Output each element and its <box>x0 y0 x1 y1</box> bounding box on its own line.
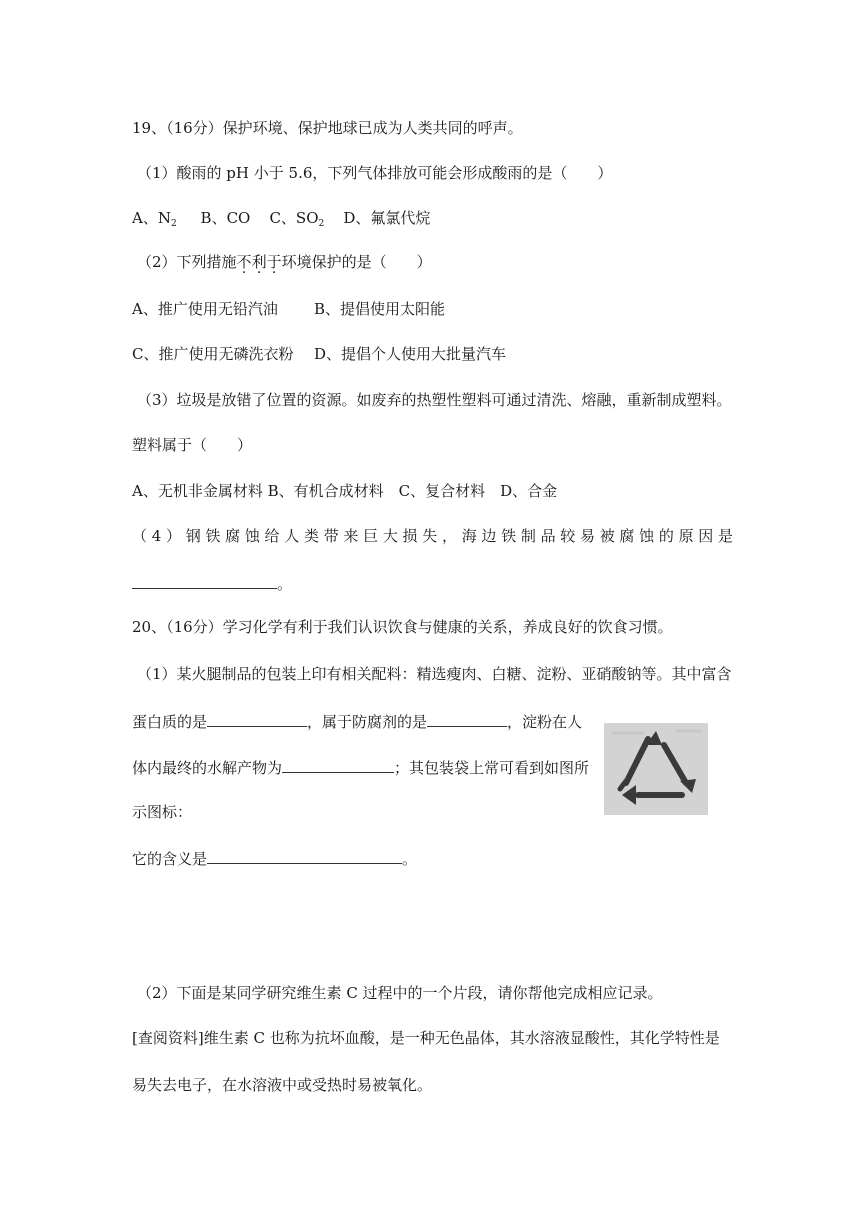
option-b: B、CO <box>200 209 251 227</box>
q19-part1-options <box>132 208 430 234</box>
q19-title: 19、（16分）保护环境、保护地球已成为人类共同的呼声。 <box>132 119 523 137</box>
option-b: B、提倡使用太阳能 <box>314 300 446 318</box>
option-d: D、提倡个人使用大批量汽车 <box>314 345 507 363</box>
answer-blank[interactable] <box>132 573 277 589</box>
q20-part1-line1: （1）某火腿制品的包装上印有相关配料：精选瘦肉、白糖、淀粉、亚硝酸钠等。其中富含 <box>137 665 732 683</box>
q20-part2-line2: [查阅资料]维生素 C 也称为抗坏血酸，是一种无色晶体，其水溶液显酸性，其化学特性是 <box>132 1029 720 1047</box>
option-d: D、氟氯代烷 <box>343 209 431 227</box>
q20-part1-line2: 蛋白质的是 ，属于防腐剂的是 ，淀粉在人 <box>132 713 583 731</box>
q19-part4-answer: 。 <box>132 573 292 594</box>
q19-part2-options-ab <box>132 299 446 319</box>
q20-part2-line1: （2）下面是某同学研究维生素 C 过程中的一个片段，请你帮他完成相应记录。 <box>137 984 663 1002</box>
option-c: C、$SO_2$ <box>269 209 325 229</box>
recycling-symbol-image <box>604 723 708 815</box>
recycling-triangle-icon <box>604 723 708 815</box>
q20-part1-line5: 它的含义是 。 <box>132 850 418 868</box>
q19-part1-stem: （1）酸雨的 pH 小于 5.6，下列气体排放可能会形成酸雨的是（ ） <box>137 164 613 182</box>
q20-part1-line4: 示图标： <box>132 803 193 821</box>
option-c: C、推广使用无磷洗衣粉 <box>132 345 294 363</box>
q19-part3-stem2: 塑料属于（ ） <box>132 436 253 454</box>
q20-part1-line3: 体内最终的水解产物为 ；其包装袋上常可看到如图所 <box>132 759 590 777</box>
option-a: A、推广使用无铅汽油 <box>132 300 278 318</box>
answer-blank-preservative[interactable] <box>427 711 507 727</box>
q19-part3-stem: （3）垃圾是放错了位置的资源。如废弃的热塑性塑料可通过清洗、熔融，重新制成塑料。 <box>137 391 732 409</box>
emphasis-dot-char: 利 <box>251 253 267 271</box>
emphasis-dot-char: 于 <box>266 253 282 271</box>
q20-title: 20、（16分）学习化学有利于我们认识饮食与健康的关系，养成良好的饮食习惯。 <box>132 618 673 636</box>
answer-blank-protein[interactable] <box>207 711 307 727</box>
q19-part2-options-cd <box>132 344 507 364</box>
q19-part2-stem: （2）下列措施不利于环境保护的是（ ） <box>137 253 432 271</box>
emphasis-dot-char: 不 <box>236 253 252 271</box>
answer-blank-hydrolysis[interactable] <box>282 757 394 773</box>
answer-blank-meaning[interactable] <box>207 848 402 864</box>
q20-part2-line3: 易失去电子，在水溶液中或受热时易被氧化。 <box>132 1076 433 1094</box>
q19-part3-options: A、无机非金属材料 B、有机合成材料 C、复合材料 D、合金 <box>132 482 558 500</box>
q19-part4-stem: （4）钢铁腐蚀给人类带来巨大损失，海边铁制品较易被腐蚀的原因是 <box>132 527 733 545</box>
option-a: A、$N_2$ <box>132 209 177 229</box>
